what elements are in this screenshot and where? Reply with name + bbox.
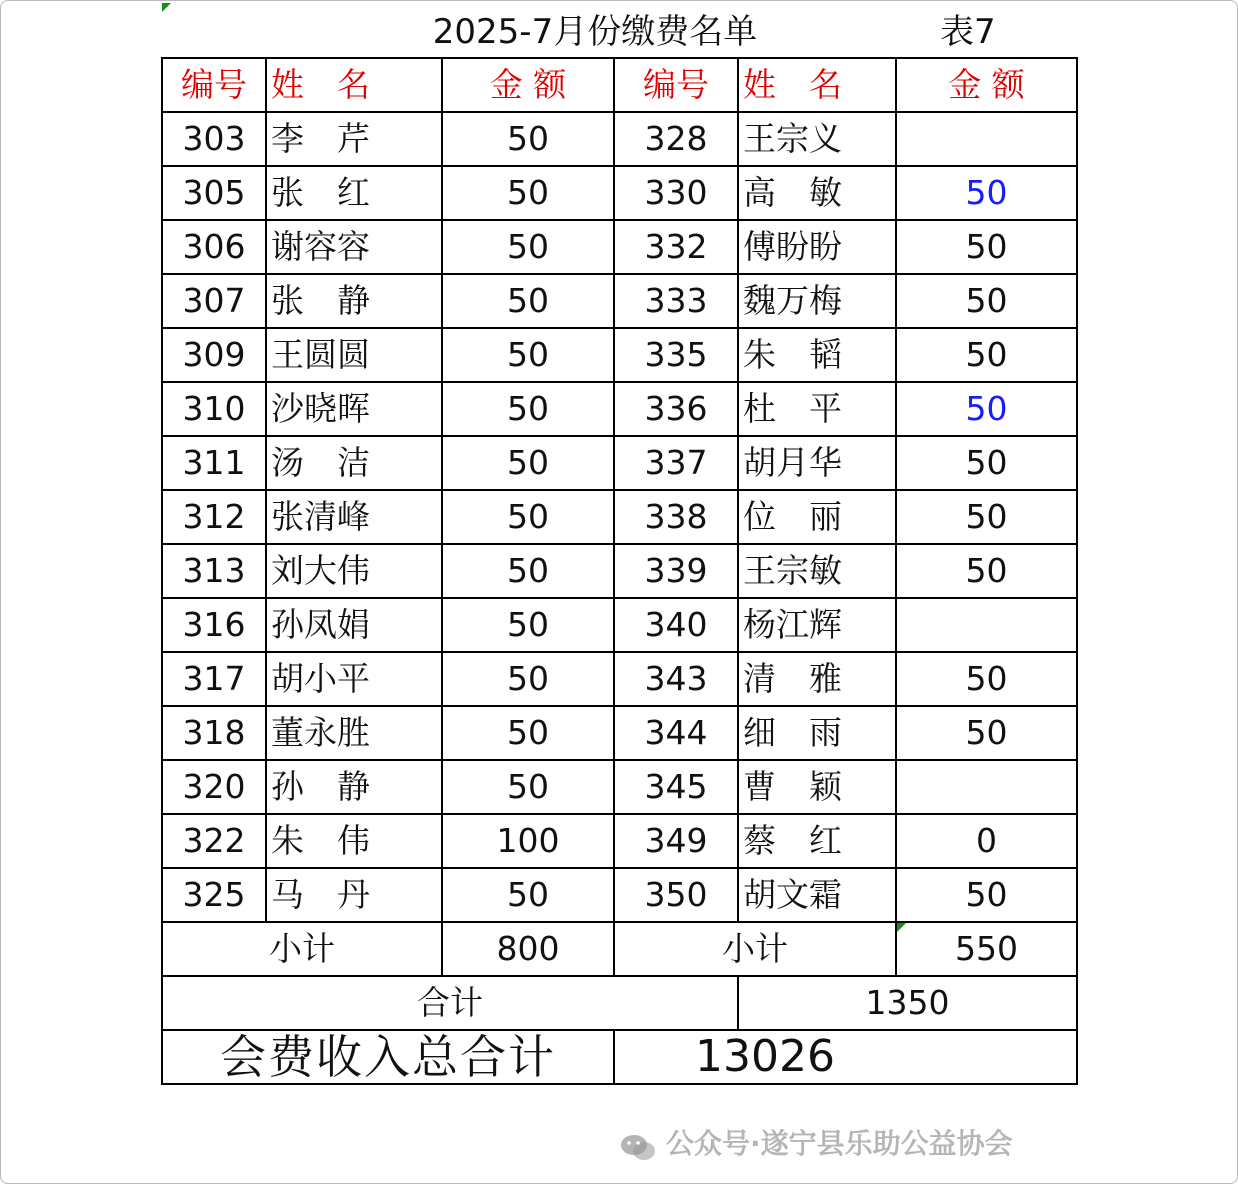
member-name: 魏万梅 [738, 274, 896, 328]
fee-amount: 100 [442, 814, 614, 868]
cell-comment-marker [897, 923, 906, 932]
col-header-name: 姓 名 [266, 58, 442, 112]
fee-amount: 50 [896, 328, 1077, 382]
member-no: 336 [614, 382, 738, 436]
grand-total-value: 13026 [614, 1030, 1077, 1084]
grand-total-row [162, 1030, 1077, 1084]
fee-amount: 50 [442, 382, 614, 436]
fee-amount: 50 [442, 760, 614, 814]
fee-amount [896, 760, 1077, 814]
member-name: 杨江辉 [738, 598, 896, 652]
member-no: 339 [614, 544, 738, 598]
total-label: 合计 [162, 976, 738, 1030]
member-name: 王宗义 [738, 112, 896, 166]
member-no: 343 [614, 652, 738, 706]
fee-amount: 50 [896, 382, 1077, 436]
member-name: 张清峰 [266, 490, 442, 544]
fee-amount: 50 [442, 112, 614, 166]
member-no: 305 [162, 166, 266, 220]
member-no: 316 [162, 598, 266, 652]
fee-amount: 50 [442, 490, 614, 544]
fee-table [161, 57, 1078, 1085]
subtotal-label: 小计 [614, 922, 896, 976]
member-name: 傅盼盼 [738, 220, 896, 274]
fee-amount: 50 [442, 706, 614, 760]
member-name: 高 敏 [738, 166, 896, 220]
member-no: 322 [162, 814, 266, 868]
cell-comment-marker [162, 3, 171, 12]
table-row [162, 814, 1077, 868]
member-name: 沙晓晖 [266, 382, 442, 436]
member-no: 312 [162, 490, 266, 544]
table-row [162, 868, 1077, 922]
member-name: 朱 韬 [738, 328, 896, 382]
col-header-amount: 金 额 [896, 58, 1077, 112]
member-name: 汤 洁 [266, 436, 442, 490]
member-name: 孙 静 [266, 760, 442, 814]
member-no: 320 [162, 760, 266, 814]
fee-amount [896, 112, 1077, 166]
member-name: 胡文霜 [738, 868, 896, 922]
member-no: 332 [614, 220, 738, 274]
fee-amount: 50 [442, 328, 614, 382]
member-name: 王圆圆 [266, 328, 442, 382]
table-row [162, 166, 1077, 220]
member-no: 344 [614, 706, 738, 760]
subtotal-label: 小计 [162, 922, 442, 976]
fee-amount: 50 [896, 274, 1077, 328]
member-no: 328 [614, 112, 738, 166]
fee-amount: 50 [442, 652, 614, 706]
fee-amount [896, 598, 1077, 652]
member-no: 337 [614, 436, 738, 490]
member-name: 王宗敏 [738, 544, 896, 598]
member-name: 蔡 红 [738, 814, 896, 868]
fee-amount: 50 [442, 544, 614, 598]
member-name: 清 雅 [738, 652, 896, 706]
member-no: 340 [614, 598, 738, 652]
fee-amount: 50 [896, 706, 1077, 760]
fee-amount: 50 [896, 490, 1077, 544]
member-name: 胡月华 [738, 436, 896, 490]
fee-amount: 50 [442, 166, 614, 220]
watermark-text: 公众号·遂宁县乐助公益协会 [666, 1127, 1013, 1160]
member-name: 杜 平 [738, 382, 896, 436]
member-name: 孙凤娟 [266, 598, 442, 652]
member-no: 333 [614, 274, 738, 328]
fee-amount: 50 [896, 652, 1077, 706]
table-row [162, 490, 1077, 544]
fee-amount: 50 [442, 868, 614, 922]
table-row [162, 382, 1077, 436]
fee-amount: 50 [896, 166, 1077, 220]
member-no: 330 [614, 166, 738, 220]
fee-amount: 0 [896, 814, 1077, 868]
table-number: 表7 [940, 12, 996, 52]
grand-total-label: 会费收入总合计 [162, 1030, 614, 1084]
member-no: 306 [162, 220, 266, 274]
total-value: 1350 [738, 976, 1077, 1030]
fee-amount: 50 [896, 220, 1077, 274]
fee-amount: 50 [442, 436, 614, 490]
header-row [162, 58, 1077, 112]
table-row [162, 274, 1077, 328]
table-row [162, 220, 1077, 274]
member-no: 311 [162, 436, 266, 490]
member-name: 张 红 [266, 166, 442, 220]
table-row [162, 706, 1077, 760]
member-name: 胡小平 [266, 652, 442, 706]
member-no: 338 [614, 490, 738, 544]
member-name: 张 静 [266, 274, 442, 328]
table-row [162, 760, 1077, 814]
col-header-amount: 金 额 [442, 58, 614, 112]
table-row [162, 328, 1077, 382]
member-no: 345 [614, 760, 738, 814]
member-no: 318 [162, 706, 266, 760]
fee-amount: 50 [442, 598, 614, 652]
fee-amount: 50 [442, 220, 614, 274]
member-name: 谢容容 [266, 220, 442, 274]
subtotal-right-value: 550 [896, 922, 1077, 976]
member-name: 曹 颖 [738, 760, 896, 814]
watermark [620, 1120, 1013, 1168]
member-name: 董永胜 [266, 706, 442, 760]
member-no: 313 [162, 544, 266, 598]
fee-amount: 50 [896, 544, 1077, 598]
col-header-name: 姓 名 [738, 58, 896, 112]
member-no: 303 [162, 112, 266, 166]
subtotal-row [162, 922, 1077, 976]
member-name: 马 丹 [266, 868, 442, 922]
table-row [162, 544, 1077, 598]
member-no: 309 [162, 328, 266, 382]
table-row [162, 652, 1077, 706]
fee-amount: 50 [442, 274, 614, 328]
table-row [162, 598, 1077, 652]
member-no: 317 [162, 652, 266, 706]
member-name: 李 芹 [266, 112, 442, 166]
total-row [162, 976, 1077, 1030]
member-no: 335 [614, 328, 738, 382]
fee-amount: 50 [896, 868, 1077, 922]
member-no: 350 [614, 868, 738, 922]
member-no: 349 [614, 814, 738, 868]
member-no: 310 [162, 382, 266, 436]
col-header-no: 编号 [614, 58, 738, 112]
fee-amount: 50 [896, 436, 1077, 490]
member-name: 位 丽 [738, 490, 896, 544]
member-name: 刘大伟 [266, 544, 442, 598]
sheet-title: 2025-7月份缴费名单 [432, 12, 758, 52]
wechat-icon [620, 1130, 656, 1160]
table-row [162, 112, 1077, 166]
table-row [162, 436, 1077, 490]
member-name: 朱 伟 [266, 814, 442, 868]
member-no: 307 [162, 274, 266, 328]
member-no: 325 [162, 868, 266, 922]
member-name: 细 雨 [738, 706, 896, 760]
col-header-no: 编号 [162, 58, 266, 112]
subtotal-left-value: 800 [442, 922, 614, 976]
